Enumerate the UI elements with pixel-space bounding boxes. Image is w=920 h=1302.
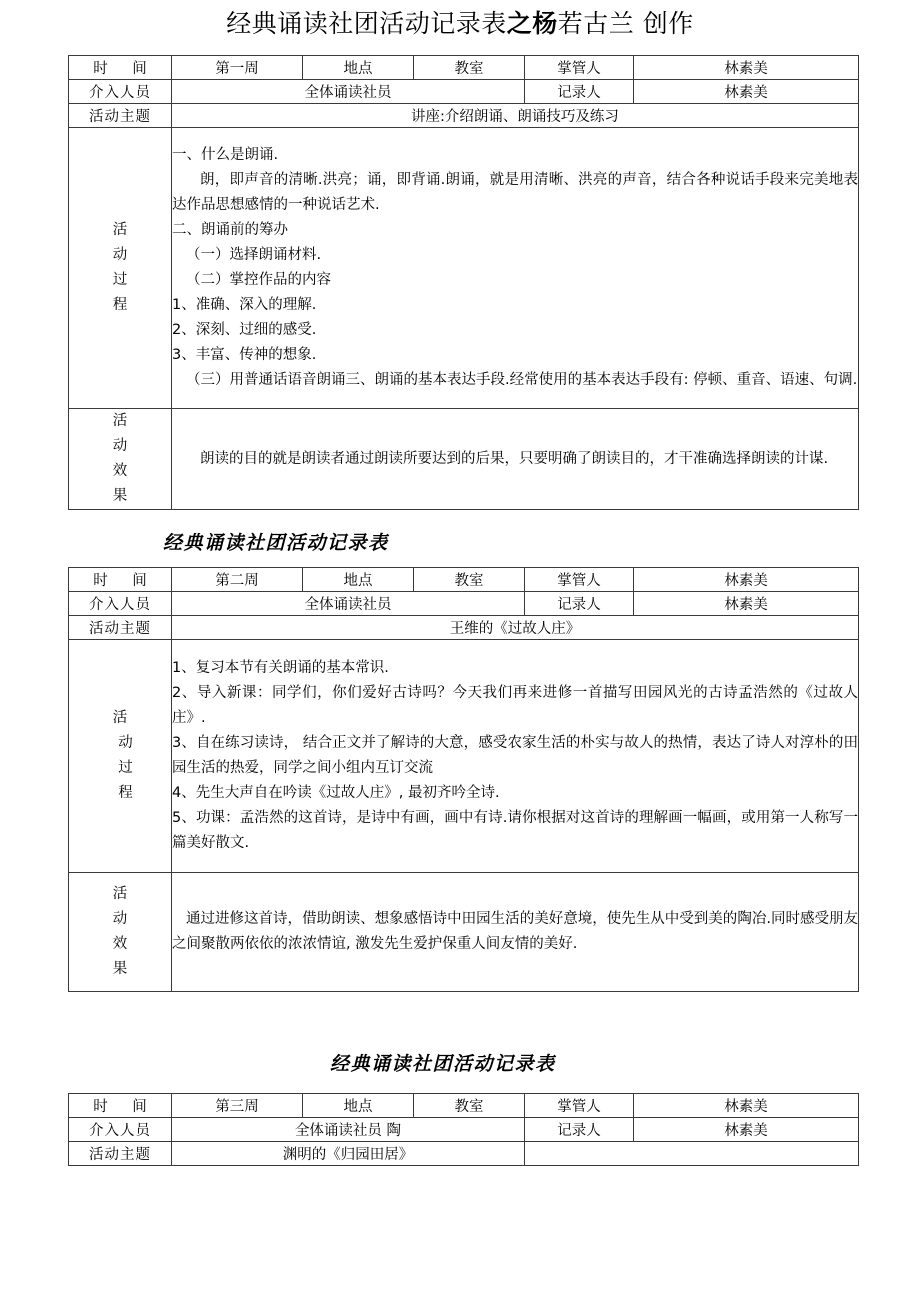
value-recorder-name: 林素美 [634,592,859,616]
value-recorder-name: 林素美 [634,80,859,104]
label-process-char: 活 [112,222,128,238]
process-line: 3、丰富、传神的想象. [172,347,317,363]
table-row [69,616,859,640]
label-theme: 活动主题 [69,104,172,128]
label-theme: 活动主题 [69,616,172,640]
table-row [69,592,859,616]
page-title-part-1: 经典诵读社团活动记录表 [226,9,507,38]
label-time: 时 间 [69,568,172,592]
value-theme: 渊明的《归园田居》 [172,1142,525,1166]
table-row [69,640,859,873]
label-effect [69,873,172,992]
theme-spacer-cell-1 [525,1142,634,1166]
label-process-char: 过 [112,272,128,288]
label-process-char: 动 [112,247,128,263]
page-title [0,8,920,40]
value-process [172,640,859,873]
process-line: 二、朗诵前的筹办 [172,222,288,238]
activity-record-table-3 [68,1093,859,1166]
table-row [69,409,859,510]
page-title-part-2: 之杨 [506,9,558,38]
label-effect-char: 动 [112,438,128,454]
label-effect-char: 活 [112,413,128,429]
label-theme: 活动主题 [69,1142,172,1166]
label-effect-char: 效 [112,463,128,479]
label-participants: 介入人员 [69,80,172,104]
label-process-char: 动 [118,735,133,751]
table-row [69,104,859,128]
value-participants: 全体诵读社员 [172,592,525,616]
process-line: 1、准确、深入的理解. [172,297,317,313]
value-process [172,128,859,409]
label-process [69,128,172,409]
label-time: 时 间 [69,56,172,80]
label-process-char: 程 [112,297,128,313]
label-location: 地点 [303,56,414,80]
effect-line: 通过进修这首诗，借助朗读、想象感悟诗中田园生活的美好意境，使先生从中受到美的陶冶.同时感受朋友之间聚散两依依的浓浓情谊, 激发先生爱护保重人间友情的美好. [172,911,858,952]
process-line: （二）掌控作品的内容 [186,272,331,288]
process-line: 5、功课：孟浩然的这首诗，是诗中有画，画中有诗.请你根据对这首诗的理解画一幅画，或用第一人称写一篇美好散文. [172,810,858,851]
value-host-name: 林素美 [634,56,859,80]
label-process-char: 活 [112,710,128,726]
value-effect [172,409,859,510]
value-room: 教室 [414,56,525,80]
label-effect-char: 活 [112,886,128,902]
value-theme: 王维的《过故人庄》 [172,616,859,640]
label-process [69,640,172,873]
label-recorder: 记录人 [525,80,634,104]
table-row [69,128,859,409]
table-row [69,1142,859,1166]
value-host-name: 林素美 [634,1094,859,1118]
label-process-char: 过 [118,760,133,776]
label-recorder: 记录人 [525,1118,634,1142]
label-time: 时 间 [69,1094,172,1118]
label-effect-char: 效 [112,936,128,952]
process-line: 2、深刻、过细的感受. [172,322,317,338]
label-effect-char: 果 [112,961,128,977]
process-line: 一、什么是朗诵. [172,147,279,163]
table-row [69,1094,859,1118]
label-host: 掌管人 [525,1094,634,1118]
section-heading-2: 经典诵读社团活动记录表 [163,532,389,554]
value-participants: 全体诵读社员 陶 [172,1118,525,1142]
process-line: 朗，即声音的清晰.洪亮；诵，即背诵.朗诵，就是用清晰、洪亮的声音，结合各种说话手段来完美地表达作品思想感情的一种说话艺术. [172,172,858,213]
label-process-char: 程 [118,785,133,801]
activity-record-table-1 [68,55,859,510]
label-location: 地点 [303,568,414,592]
process-line: （三）用普通话语音朗诵三、朗诵的基本表达手段.经常使用的基本表达手段有: 停顿、重音、语速、句调. [186,372,858,388]
value-effect [172,873,859,992]
process-line: （一）选择朗诵材料. [186,247,322,263]
value-room: 教室 [414,1094,525,1118]
value-room: 教室 [414,568,525,592]
table-row [69,80,859,104]
process-line: 3、自在练习读诗， 结合正文并了解诗的大意，感受农家生活的朴实与故人的热情，表达了诗人对淳朴的田园生活的热爱，同学之间小组内互订交流 [172,735,858,776]
table-row [69,1118,859,1142]
label-effect [69,409,172,510]
value-week: 第二周 [172,568,303,592]
effect-line: 朗读的目的就是朗读者通过朗读所要达到的后果，只要明确了朗读目的，才干准确选择朗读的计谋. [200,450,829,467]
process-line: 1、复习本节有关朗诵的基本常识. [172,660,389,676]
table-row [69,568,859,592]
label-host: 掌管人 [525,568,634,592]
value-host-name: 林素美 [634,568,859,592]
table-row [69,873,859,992]
label-participants: 介入人员 [69,592,172,616]
value-week: 第一周 [172,56,303,80]
table-row [69,56,859,80]
process-line: 4、先生大声自在吟读《过故人庄》, 最初齐吟全诗. [172,785,500,801]
section-heading-3: 经典诵读社团活动记录表 [330,1053,556,1075]
label-participants: 介入人员 [69,1118,172,1142]
process-line: 2、导入新课：同学们，你们爱好古诗吗？今天我们再来进修一首描写田园风光的古诗孟浩然的《过故人庄》. [172,685,858,726]
label-host: 掌管人 [525,56,634,80]
activity-record-table-2 [68,567,859,992]
theme-spacer-cell-2 [634,1142,859,1166]
label-location: 地点 [303,1094,414,1118]
value-week: 第三周 [172,1094,303,1118]
value-theme: 讲座:介绍朗诵、朗诵技巧及练习 [172,104,859,128]
value-participants: 全体诵读社员 [172,80,525,104]
label-effect-char: 果 [112,488,128,504]
label-effect-char: 动 [112,911,128,927]
page-title-part-3: 若古兰 创作 [557,9,694,38]
value-recorder-name: 林素美 [634,1118,859,1142]
label-recorder: 记录人 [525,592,634,616]
